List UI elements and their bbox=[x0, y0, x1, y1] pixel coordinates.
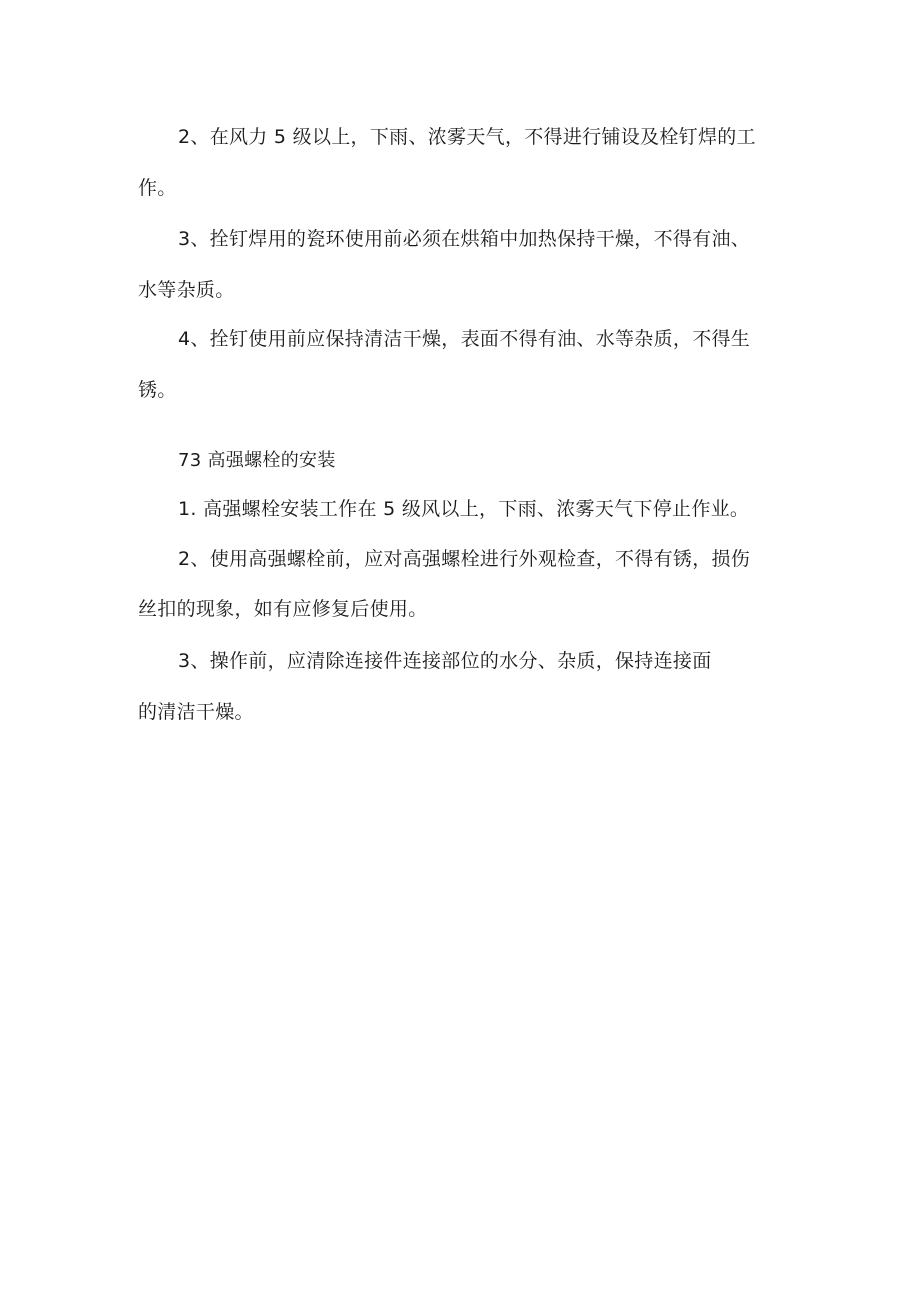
item-4-line-1: 4、拴钉使用前应保持清洁干燥，表面不得有油、水等杂质，不得生 bbox=[178, 328, 751, 350]
item-3-line-1: 3、拴钉焊用的瓷环使用前必须在烘箱中加热保持干燥，不得有油、 bbox=[178, 228, 751, 250]
item-4-line-2: 锈。 bbox=[138, 379, 177, 401]
section-heading: 73 高强螺栓的安装 bbox=[178, 450, 336, 471]
item-2-line-2: 作。 bbox=[138, 177, 177, 199]
item-2-line-1: 2、在风力 5 级以上，下雨、浓雾天气，不得进行铺设及栓钉焊的工 bbox=[178, 126, 756, 148]
section-item-3-line-2: 的清洁干燥。 bbox=[138, 701, 254, 723]
section-item-2-line-2: 丝扣的现象，如有应修复后使用。 bbox=[138, 598, 428, 620]
item-3-line-2: 水等杂质。 bbox=[138, 279, 235, 301]
section-item-3-line-1: 3、操作前，应清除连接件连接部位的水分、杂质，保持连接面 bbox=[178, 650, 712, 672]
section-item-1-line-1: 1. 高强螺栓安装工作在 5 级风以上，下雨、浓雾天气下停止作业。 bbox=[178, 498, 750, 520]
section-item-2-line-1: 2、使用高强螺栓前，应对高强螺栓进行外观检查，不得有锈，损伤 bbox=[178, 548, 751, 570]
